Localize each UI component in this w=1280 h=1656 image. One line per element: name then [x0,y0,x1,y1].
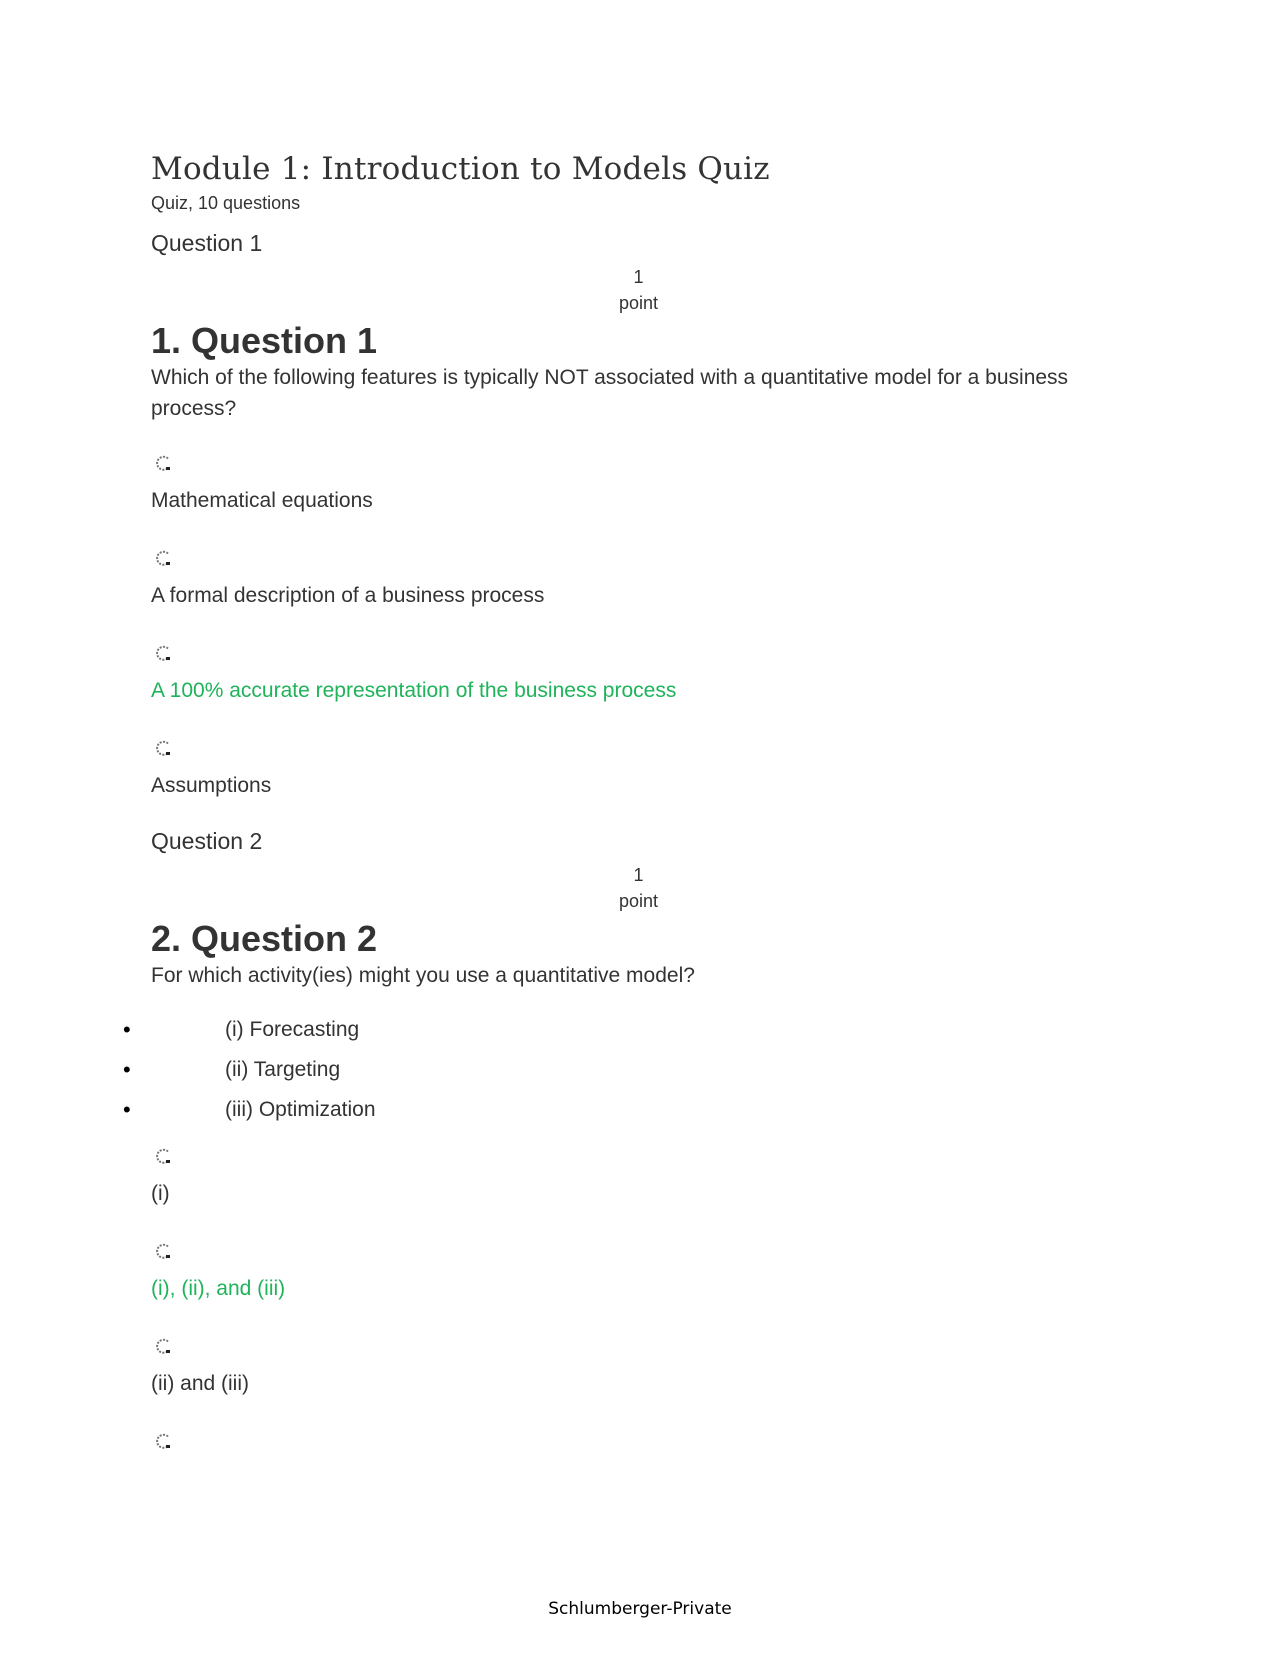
answer-option-3[interactable] [151,643,1131,706]
bullet-dot: • [123,1057,131,1082]
list-item [123,1050,1131,1090]
quiz-subtitle: Quiz, 10 questions [151,193,301,213]
answer-option-3[interactable] [151,1336,1131,1399]
answer-option-4[interactable] [151,1431,1131,1451]
radio-loading-icon[interactable] [153,1146,173,1166]
list-item [123,1010,1131,1050]
quiz-content [123,148,1131,1451]
activity-list [123,1010,1131,1130]
question-block-2 [123,826,1131,1451]
radio-loading-icon[interactable] [153,1431,173,1451]
list-item-text: (ii) Targeting [225,1058,341,1081]
points-value: 1 [633,865,644,885]
question-text: For which activity(ies) might you use a quantitative model? [151,964,695,987]
answer-option-1[interactable] [151,1146,1131,1209]
list-item-text: (iii) Optimization [225,1098,376,1121]
question-text: Which of the following features is typically NOT associated with a quantitative model for a business process? [151,366,1069,420]
option-label: A formal description of a business process [151,584,545,607]
quiz-title: Module 1: Introduction to Models Quiz [151,151,770,187]
option-label: Mathematical equations [151,489,373,512]
question-label: Question 1 [151,230,263,256]
points-unit: point [618,891,659,911]
list-item-text: (i) Forecasting [225,1018,360,1041]
radio-loading-icon[interactable] [153,453,173,473]
bullet-dot: • [123,1097,131,1122]
question-label: Question 2 [151,828,263,854]
radio-loading-icon[interactable] [153,1336,173,1356]
question-heading: 1. Question 1 [151,320,378,361]
option-label-correct: A 100% accurate representation of the business process [151,679,677,702]
answer-option-2[interactable] [151,1241,1131,1304]
answer-option-2[interactable] [151,548,1131,611]
answer-option-1[interactable] [151,453,1131,516]
option-label: Assumptions [151,774,272,797]
points-unit: point [618,293,659,313]
option-label: (ii) and (iii) [151,1372,250,1395]
radio-loading-icon[interactable] [153,548,173,568]
radio-loading-icon[interactable] [153,643,173,663]
question-block-1 [151,228,1131,801]
answer-option-4[interactable] [151,738,1131,801]
bullet-dot: • [123,1017,131,1042]
points-value: 1 [633,267,644,287]
option-label: (i) [151,1182,170,1205]
list-item [123,1090,1131,1130]
question-heading: 2. Question 2 [151,918,378,959]
radio-loading-icon[interactable] [153,1241,173,1261]
classification-footer: Schlumberger-Private [548,1599,732,1619]
radio-loading-icon[interactable] [153,738,173,758]
option-label-correct: (i), (ii), and (iii) [151,1277,286,1300]
